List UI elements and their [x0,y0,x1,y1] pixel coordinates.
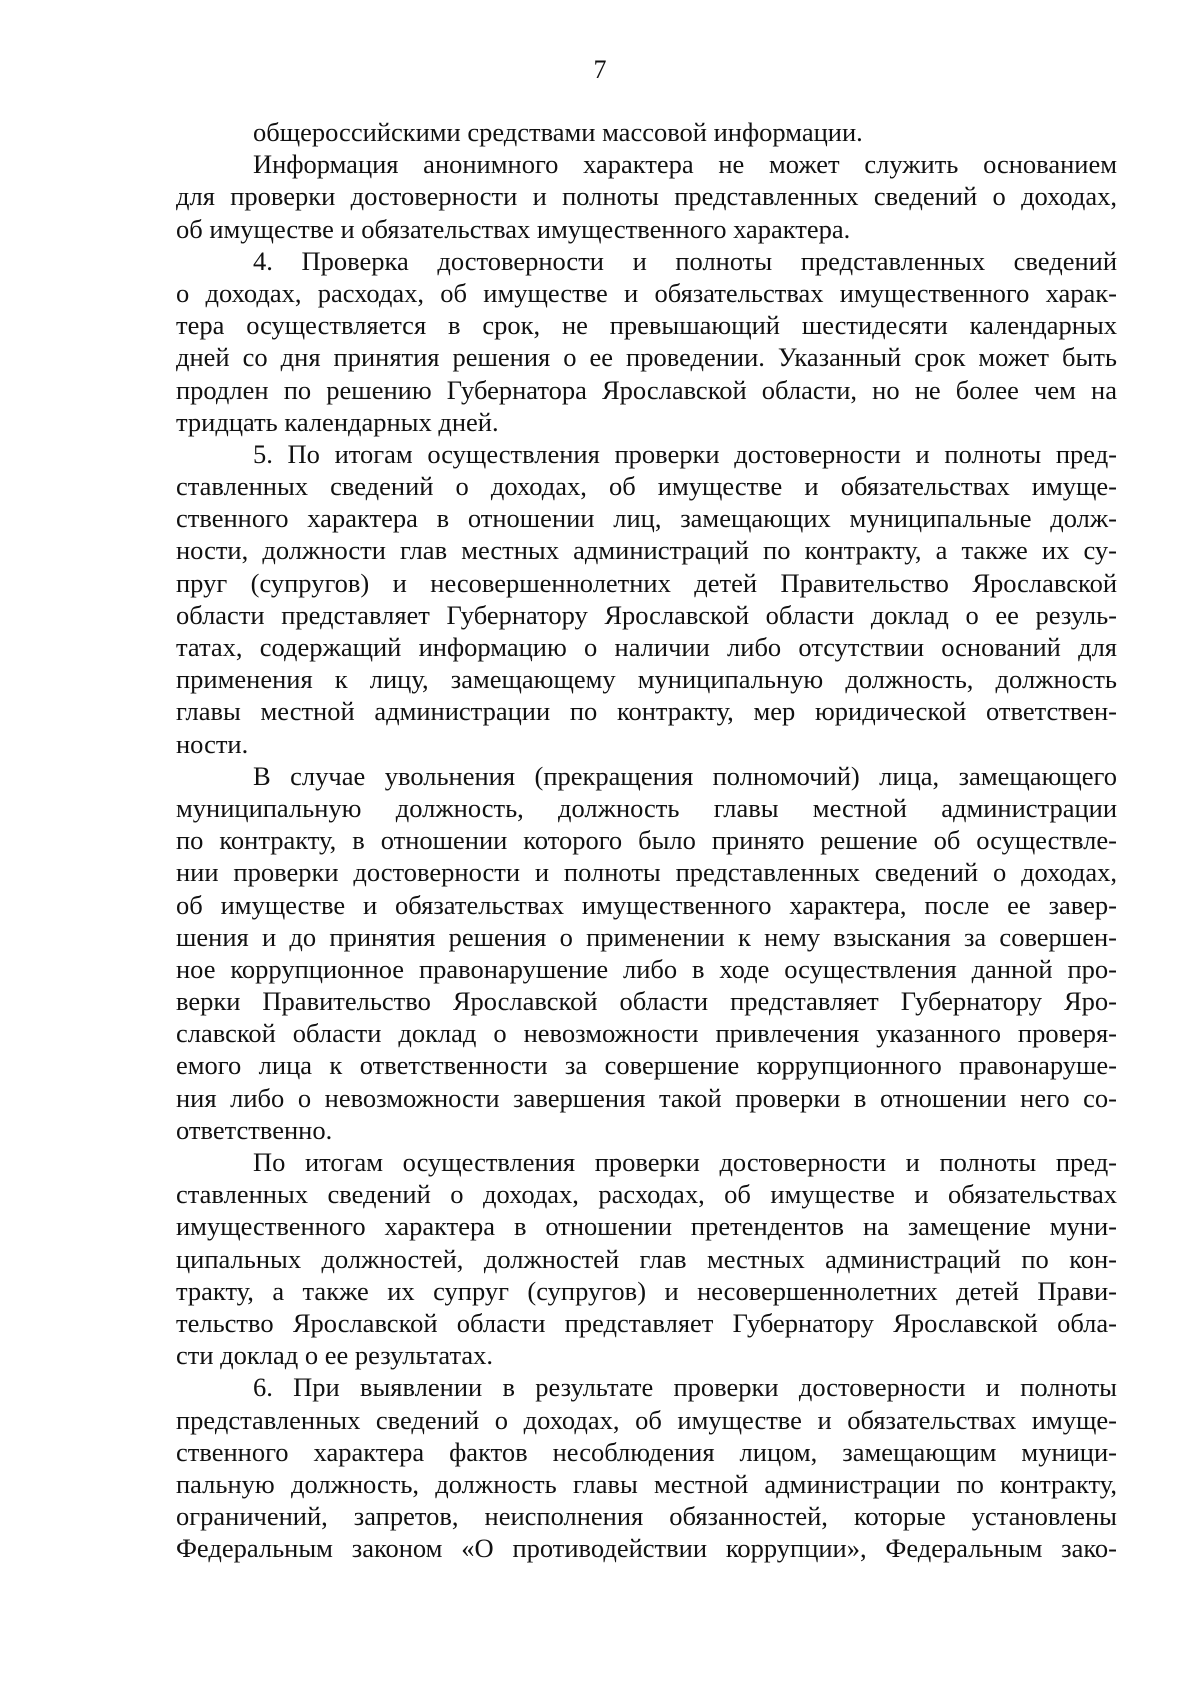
text-line: ставленных сведений о доходах, об имуществе и обязательствах имуще- [176,471,1117,502]
text-line: по контракту, в отношении которого было принято решение об осуществле- [176,825,1117,856]
text-line: продлен по решению Губернатора Ярославской области, но не более чем на [176,374,1117,405]
text-line: славской области доклад о невозможности привлечения указанного проверя- [176,1018,1117,1049]
text-line: 5. По итогам осуществления проверки достоверности и полноты пред- [253,438,1117,469]
text-line: главы местной администрации по контракту, мер юридической ответствен- [176,696,1117,727]
text-line: ности, должности глав местных администраций по контракту, а также их су- [176,535,1117,566]
text-line: ное коррупционное правонарушение либо в ходе осуществления данной про- [176,953,1117,984]
text-line: имущественного характера в отношении претендентов на замещение муни- [176,1211,1117,1242]
text-line: ципальных должностей, должностей глав местных администраций по кон- [176,1243,1117,1274]
text-line: ставленных сведений о доходах, расходах, об имуществе и обязательствах [176,1179,1117,1210]
text-line: пальную должность, должность главы местной администрации по контракту, [176,1468,1117,1499]
text-line: татах, содержащий информацию о наличии либо отсутствии оснований для [176,632,1117,662]
text-line: применения к лицу, замещающему муниципальную должность, должность [176,664,1117,695]
text-line: тридцать календарных дней. [176,406,499,437]
text-line: ственного характера фактов несоблюдения лицом, замещающим муници- [176,1436,1117,1467]
text-line: 4. Проверка достоверности и полноты представленных сведений [253,245,1117,276]
text-line: муниципальную должность, должность главы местной администрации [176,792,1117,823]
text-line: Федеральным законом «О противодействии коррупции», Федеральным зако- [176,1533,1117,1564]
text-line: для проверки достоверности и полноты представленных сведений о доходах, [176,181,1117,212]
text-line: ограничений, запретов, неисполнения обязанностей, которые установлены [176,1501,1117,1532]
text-line: об имуществе и обязательствах имущественного характера. [176,213,851,244]
text-line: пруг (супругов) и несовершеннолетних детей Правительство Ярославской [176,567,1117,598]
text-line: ности. [176,728,249,759]
text-line: По итогам осуществления проверки достоверности и полноты пред- [253,1147,1117,1177]
text-line: общероссийскими средствами массовой информации. [253,117,863,147]
text-line: верки Правительство Ярославской области представляет Губернатору Яро- [176,986,1117,1017]
text-line: тера осуществляется в срок, не превышающий шестидесяти календарных [176,310,1117,341]
text-line: представленных сведений о доходах, об имуществе и обязательствах имуще- [176,1404,1117,1435]
text-line: нии проверки достоверности и полноты представленных сведений о доходах, [176,857,1117,888]
page-number: 7 [593,55,607,84]
text-line: В случае увольнения (прекращения полномочий) лица, замещающего [253,760,1117,791]
text-line: о доходах, расходах, об имуществе и обязательствах имущественного харак- [176,277,1117,308]
text-line: шения и до принятия решения о применении к нему взыскания за совершен- [176,921,1117,952]
text-line: тельство Ярославской области представляет Губернатору Ярославской обла- [176,1307,1117,1338]
text-line: тракту, а также их супруг (супругов) и несовершеннолетних детей Прави- [176,1275,1117,1306]
text-line: ния либо о невозможности завершения такой проверки в отношении него со- [176,1082,1117,1113]
text-line: сти доклад о ее результатах. [176,1340,494,1371]
text-line: области представляет Губернатору Ярославской области доклад о ее резуль- [176,599,1117,630]
text-line: 6. При выявлении в результате проверки достоверности и полноты [253,1372,1117,1403]
text-line: об имуществе и обязательствах имущественного характера, после ее завер- [176,889,1117,920]
document-body [176,116,1117,1564]
text-line: ответственно. [176,1114,333,1145]
text-line: Информация анонимного характера не может служить основанием [253,149,1117,180]
text-line: дней со дня принятия решения о ее проведении. Указанный срок может быть [176,342,1117,373]
text-line: емого лица к ответственности за совершение коррупционного правонаруше- [176,1050,1117,1081]
text-line: ственного характера в отношении лиц, замещающих муниципальные долж- [176,503,1117,534]
